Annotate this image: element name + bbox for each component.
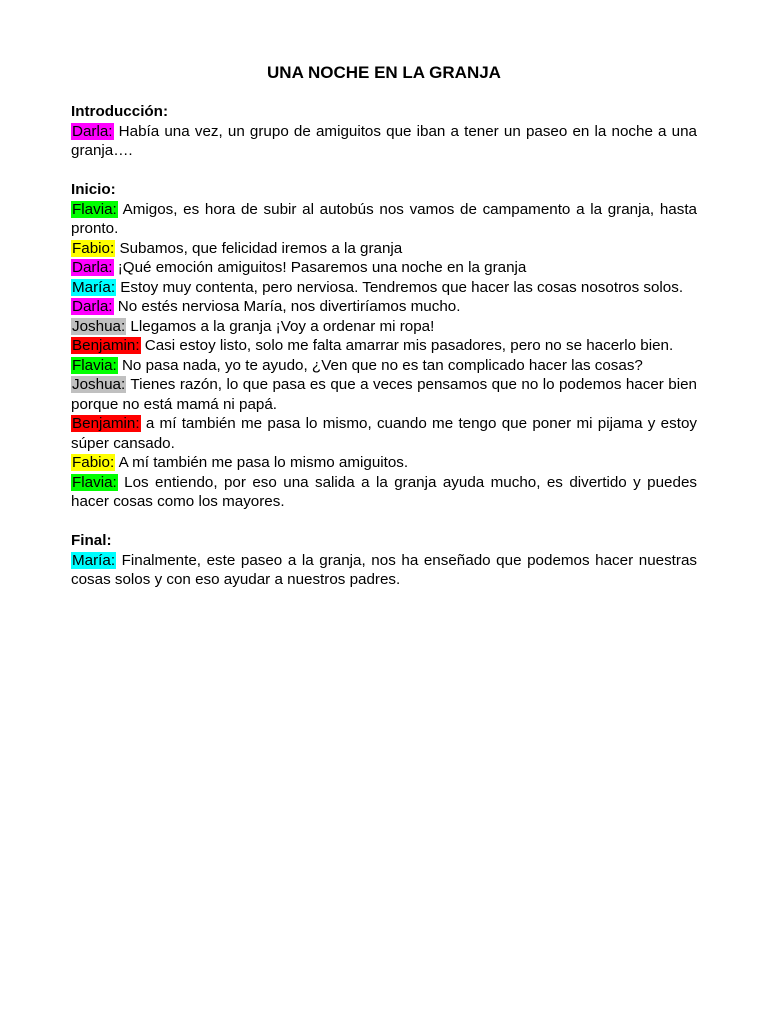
dialogue-line xyxy=(71,375,697,414)
speaker-label-benjamin: Benjamin: xyxy=(72,337,140,354)
dialogue-line xyxy=(71,297,697,317)
document-title: UNA NOCHE EN LA GRANJA xyxy=(267,63,501,82)
dialogue-line xyxy=(71,356,697,376)
dialogue-line xyxy=(71,278,697,298)
dialogue-text: Llegamos a la granja ¡Voy a ordenar mi ropa! xyxy=(126,317,435,335)
dialogue-line xyxy=(71,239,697,259)
dialogue-line xyxy=(71,200,697,239)
section-heading-inicio: Inicio: xyxy=(71,181,116,198)
dialogue-text: A mí también me pasa lo mismo amiguitos. xyxy=(115,454,409,471)
dialogue-text: Estoy muy contenta, pero nerviosa. Tendremos que hacer las cosas nosotros solos. xyxy=(116,278,684,296)
dialogue-line xyxy=(71,473,697,512)
speaker-label-darla: Darla: xyxy=(72,122,113,140)
paragraph-spacer xyxy=(71,161,697,181)
section-heading-introduccion: Introducción: xyxy=(71,103,169,120)
speaker-label-fabio: Fabio: xyxy=(72,239,115,257)
dialogue-text: Los entiendo, por eso una salida a la granja ayuda mucho, es divertido y puedes hacer cosas como los mayores. xyxy=(71,473,697,510)
speaker-label-benjamin: Benjamin: xyxy=(72,415,140,432)
speaker-label-darla: Darla: xyxy=(72,259,113,276)
speaker-label-flavia: Flavia: xyxy=(72,473,117,491)
paragraph-spacer xyxy=(71,512,697,532)
speaker-label-maria: María: xyxy=(72,551,116,569)
dialogue-text: Amigos, es hora de subir al autobús nos vamos de campamento a la granja, hasta pronto. xyxy=(71,200,697,237)
dialogue-line xyxy=(71,453,697,473)
speaker-label-joshua: Joshua: xyxy=(72,376,126,393)
speaker-label-flavia: Flavia: xyxy=(72,356,117,374)
dialogue-text: Finalmente, este paseo a la granja, nos ha enseñado que podemos hacer nuestras cosas solos y con eso ayudar a nuestros padres. xyxy=(71,551,697,588)
dialogue-line xyxy=(71,414,697,453)
dialogue-line xyxy=(71,122,697,161)
section-heading-final: Final: xyxy=(71,532,112,549)
speaker-label-darla: Darla: xyxy=(72,298,113,315)
dialogue-text: No pasa nada, yo te ayudo, ¿Ven que no es tan complicado hacer las cosas? xyxy=(117,356,643,374)
speaker-label-maria: María: xyxy=(72,278,116,296)
document-body xyxy=(71,102,697,590)
dialogue-text: No estés nerviosa María, nos divertiríamos mucho. xyxy=(113,298,461,315)
dialogue-line xyxy=(71,336,697,356)
dialogue-text: ¡Qué emoción amiguitos! Pasaremos una noche en la granja xyxy=(113,259,527,276)
speaker-label-joshua: Joshua: xyxy=(72,317,126,335)
dialogue-text: Subamos, que felicidad iremos a la granja xyxy=(115,239,403,257)
speaker-label-flavia: Flavia: xyxy=(72,200,117,218)
dialogue-text: Casi estoy listo, solo me falta amarrar mis pasadores, pero no se hacerlo bien. xyxy=(140,337,674,354)
dialogue-line xyxy=(71,258,697,278)
speaker-label-fabio: Fabio: xyxy=(72,454,115,471)
dialogue-text: a mí también me pasa lo mismo, cuando me tengo que poner mi pijama y estoy súper cansado. xyxy=(71,415,697,452)
dialogue-text: Había una vez, un grupo de amiguitos que iban a tener un paseo en la noche a una granja…. xyxy=(71,122,697,159)
dialogue-text: Tienes razón, lo que pasa es que a veces pensamos que no lo podemos hacer bien porque no está mamá ni papá. xyxy=(71,376,697,413)
dialogue-line xyxy=(71,551,697,590)
dialogue-line xyxy=(71,317,697,337)
